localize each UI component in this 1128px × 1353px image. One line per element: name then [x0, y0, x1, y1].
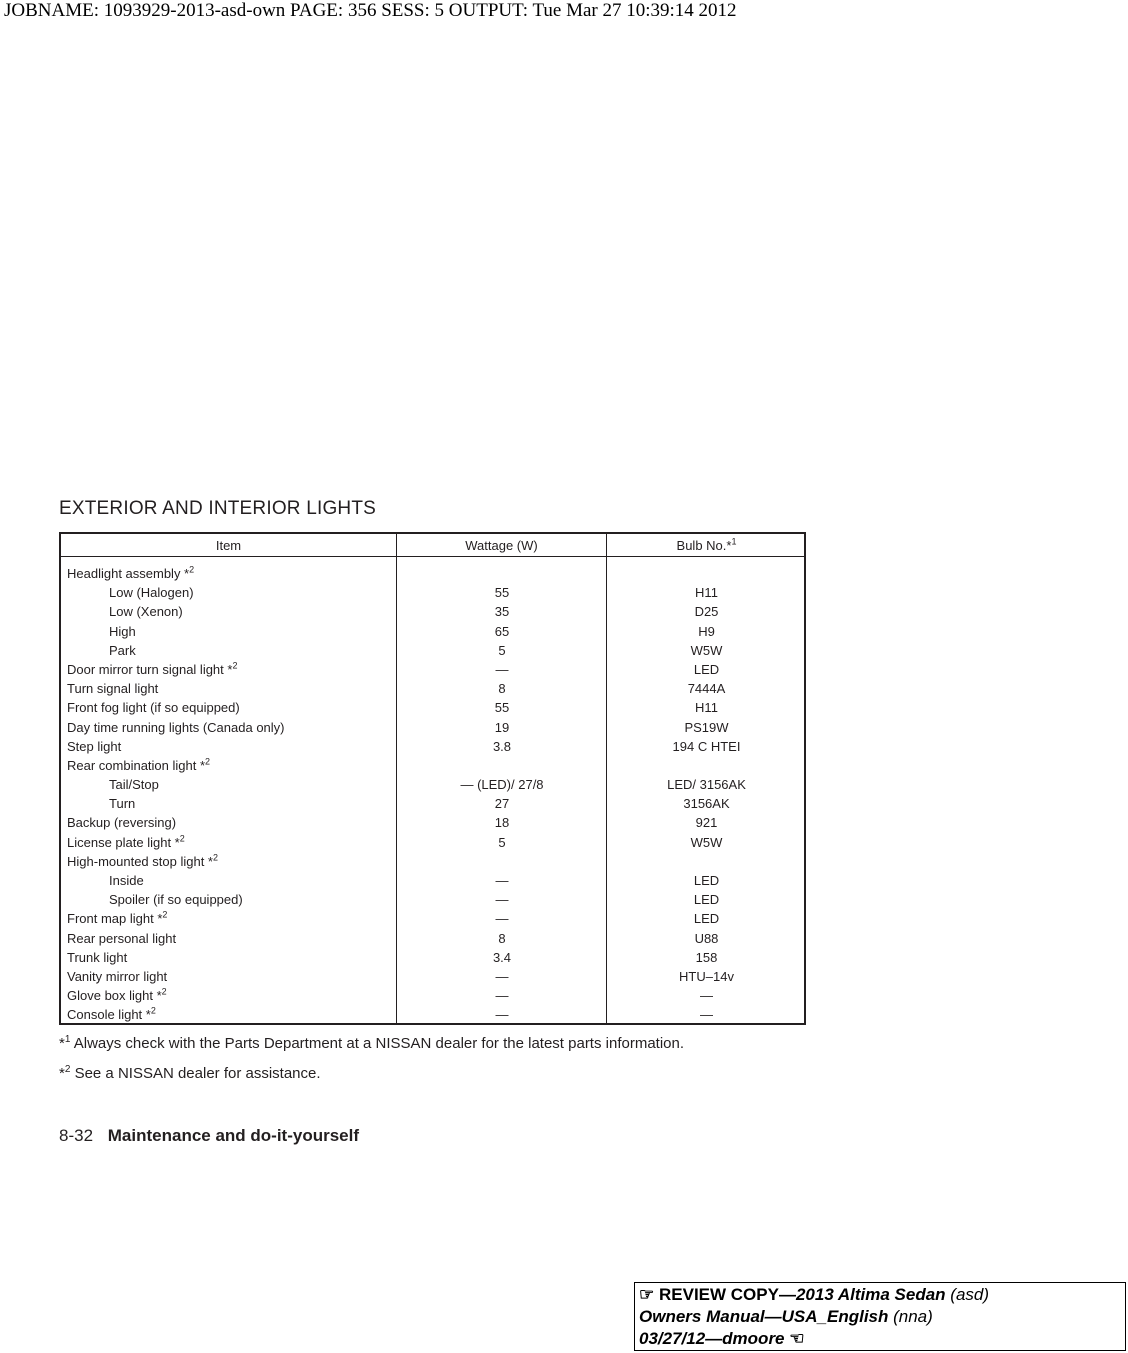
row-item: High — [109, 623, 136, 639]
review-line-2: Owners Manual—USA_English (nna) — [639, 1307, 933, 1326]
row-wattage: — — [495, 968, 509, 984]
table-row — [61, 929, 804, 948]
footer-section-title: Maintenance and do-it-yourself — [107, 1126, 360, 1145]
row-bulb: W5W — [690, 834, 723, 850]
table-row — [61, 698, 804, 717]
row-item: High-mounted stop light *$^2$ — [67, 852, 218, 869]
review-copy-box — [634, 1282, 1126, 1351]
page-footer — [59, 1126, 359, 1146]
row-item: Rear personal light — [67, 930, 177, 946]
row-wattage: — — [495, 892, 509, 908]
row-bulb: LED — [693, 661, 720, 677]
row-item: Tail/Stop — [109, 777, 159, 793]
header-bulb: Bulb No.*$^1$ — [676, 536, 737, 553]
table-row — [61, 967, 804, 986]
pointing-hand-left-icon: ☜ — [789, 1329, 805, 1348]
row-bulb: PS19W — [684, 719, 729, 735]
footnote-1: *$^1$ Always check with the Parts Department at a NISSAN dealer for the latest parts information. — [59, 1034, 685, 1052]
table-row — [61, 890, 804, 909]
header-wattage: Wattage (W) — [465, 538, 538, 553]
row-wattage: 55 — [494, 700, 510, 716]
row-item: Headlight assembly *$^2$ — [67, 564, 195, 581]
table-row — [61, 756, 804, 775]
row-item: Step light — [67, 738, 122, 754]
row-wattage: 35 — [494, 604, 510, 620]
row-bulb: LED — [693, 911, 720, 927]
row-bulb: W5W — [690, 642, 723, 658]
row-bulb: — — [700, 1007, 713, 1023]
row-wattage: 3.8 — [492, 738, 512, 754]
row-item: Turn — [109, 796, 136, 812]
row-wattage: 3.4 — [492, 949, 512, 965]
row-item: Front map light *$^2$ — [67, 910, 168, 927]
table-row — [61, 794, 804, 813]
table-row — [61, 660, 804, 679]
table-row — [61, 948, 804, 967]
row-item: Inside — [109, 873, 144, 888]
row-bulb: H9 — [698, 623, 715, 639]
pointing-hand-icon: ☞ — [639, 1285, 655, 1304]
row-wattage: 19 — [494, 719, 510, 735]
row-item: Backup (reversing) — [67, 815, 177, 831]
row-bulb: LED/ 3156AK — [667, 777, 746, 793]
row-item: Turn signal light — [67, 681, 159, 697]
row-item: Vanity mirror light — [67, 968, 168, 984]
table-row — [61, 986, 804, 1005]
table-row — [61, 641, 804, 660]
row-wattage: 55 — [494, 585, 510, 601]
table-row — [61, 622, 804, 641]
table-row — [61, 679, 804, 698]
row-bulb: U88 — [694, 930, 719, 946]
row-item: Low (Halogen) — [109, 585, 194, 601]
table-row — [61, 602, 804, 621]
row-wattage: 8 — [498, 681, 506, 697]
table-row — [61, 583, 804, 602]
row-bulb: 7444A — [687, 681, 726, 697]
header-rule — [61, 556, 804, 557]
row-wattage: — — [495, 873, 509, 888]
table-row — [61, 718, 804, 737]
row-item: License plate light *$^2$ — [67, 833, 185, 850]
section-title: EXTERIOR AND INTERIOR LIGHTS — [59, 498, 377, 519]
table-row — [61, 564, 804, 583]
table-row — [61, 833, 804, 852]
row-item: Day time running lights (Canada only) — [67, 719, 285, 735]
row-wattage: 65 — [494, 623, 510, 639]
row-item: Console light *$^2$ — [67, 1005, 156, 1023]
row-wattage: 18 — [494, 815, 510, 831]
table-row — [61, 909, 804, 928]
row-wattage: 5 — [498, 642, 506, 658]
review-line-3: 03/27/12—dmoore ☜ — [639, 1329, 805, 1348]
row-item: Trunk light — [67, 949, 128, 965]
review-line-1: ☞ REVIEW COPY—2013 Altima Sedan (asd) — [639, 1285, 990, 1304]
job-header: JOBNAME: 1093929-2013-asd-own PAGE: 356 SESS: 5 OUTPUT: Tue Mar 27 10:39:14 2012 — [4, 0, 737, 21]
row-item: Park — [109, 642, 136, 658]
table-row — [61, 737, 804, 756]
row-bulb: LED — [693, 892, 720, 908]
table-row — [61, 871, 804, 890]
footnote-2: *$^2$ See a NISSAN dealer for assistance. — [59, 1064, 321, 1082]
table-body — [61, 564, 804, 1025]
row-bulb: — — [700, 988, 713, 1004]
row-bulb: D25 — [694, 604, 719, 620]
table-row — [61, 852, 804, 871]
row-item: Rear combination light *$^2$ — [67, 756, 211, 773]
row-bulb: LED — [693, 873, 720, 888]
row-item: Front fog light (if so equipped) — [67, 700, 240, 716]
page-number: 8-32 — [59, 1126, 94, 1145]
row-bulb: H11 — [695, 585, 718, 601]
row-bulb: HTU–14v — [679, 968, 734, 984]
row-bulb: 921 — [695, 815, 718, 831]
row-wattage: 5 — [498, 834, 506, 850]
table-row — [61, 1005, 804, 1024]
row-item: Spoiler (if so equipped) — [109, 892, 243, 908]
row-bulb: H11 — [695, 700, 718, 716]
row-wattage: — — [495, 661, 509, 677]
row-bulb: 158 — [695, 949, 718, 965]
row-item: Low (Xenon) — [109, 604, 183, 620]
row-bulb: 3156AK — [683, 796, 730, 812]
row-wattage: — — [495, 988, 509, 1004]
row-wattage: 8 — [498, 930, 506, 946]
bulb-table — [59, 532, 806, 1025]
row-wattage: — (LED)/ 27/8 — [460, 777, 544, 793]
row-bulb: 194 C HTEI — [672, 738, 741, 754]
row-wattage: 27 — [494, 796, 510, 812]
table-row — [61, 775, 804, 794]
header-item: Item — [215, 538, 242, 553]
row-wattage: — — [495, 911, 509, 927]
row-wattage: — — [495, 1007, 509, 1023]
table-row — [61, 813, 804, 832]
row-item: Glove box light *$^2$ — [67, 986, 167, 1004]
row-item: Door mirror turn signal light *$^2$ — [67, 660, 238, 677]
